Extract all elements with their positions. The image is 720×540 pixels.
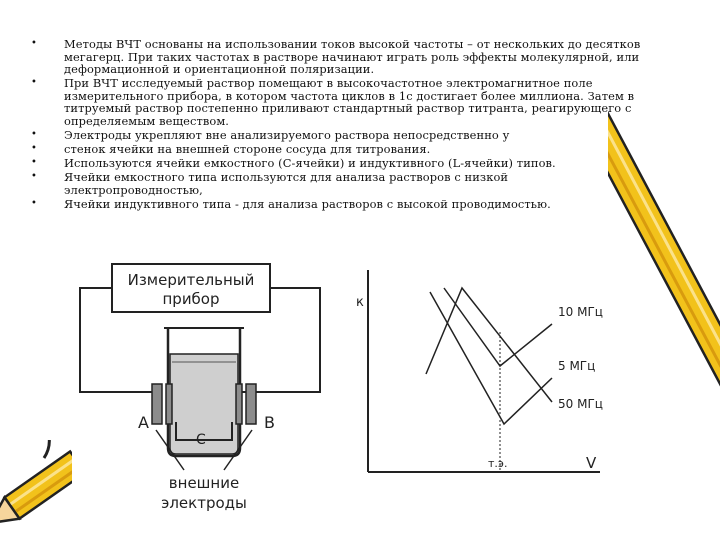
bullet-text: Ячейки индуктивного типа - для анализа растворов с высокой проводимостью. <box>64 197 551 212</box>
electrode-b-inner <box>236 384 242 424</box>
instrument-label-line2: прибор <box>162 290 220 308</box>
bullet-item <box>30 77 642 127</box>
bullet-text: При ВЧТ исследуемый раствор помещают в высокочастотное электромагнитное поле измерительного прибора, в котором частота циклов в 1с достигает более миллиона. Затем в титруемый раствор постепенно приливают стандартный раствор титранта, реагирующего с определяемым веществом. <box>64 76 635 129</box>
bullet-item <box>30 157 642 170</box>
bullet-marker: • <box>31 143 37 155</box>
bullet-item <box>30 38 642 76</box>
curve-5mhz <box>444 288 552 366</box>
curve-10mhz <box>426 288 552 402</box>
bullet-item <box>30 143 642 156</box>
external-electrodes-label-line2: электроды <box>161 494 247 512</box>
curve-label-10mhz: 10 МГц <box>558 305 603 319</box>
bullet-text: Используются ячейки емкостного (С-ячейки) и индуктивного (L-ячейки) типов. <box>64 156 556 171</box>
electrode-a-outer <box>152 384 162 424</box>
electrode-b-label: B <box>264 413 275 432</box>
external-electrodes-label-line1: внешние <box>168 474 240 492</box>
bullet-item <box>30 171 642 196</box>
y-axis-label: к <box>356 295 364 310</box>
curve-label-50mhz: 50 МГц <box>558 397 603 411</box>
electrode-a-label: A <box>138 413 149 432</box>
bullet-text: стенок ячейки на внешней стороне сосуда для титрования. <box>64 142 431 157</box>
titration-cell-diagram <box>72 258 362 518</box>
curve-50mhz <box>430 292 552 424</box>
bullet-marker: • <box>31 129 37 141</box>
cell-c-label: С <box>196 432 206 448</box>
equivalence-point-label: т.э. <box>488 457 508 470</box>
bullet-text: Электроды укрепляют вне анализируемого раствора непосредственно у <box>64 128 510 143</box>
bullet-marker: • <box>31 157 37 169</box>
bullet-marker: • <box>31 198 37 210</box>
bullet-item <box>30 129 642 142</box>
electrode-b-outer <box>246 384 256 424</box>
electrode-a-inner <box>166 384 172 424</box>
bullet-marker: • <box>31 38 37 49</box>
bullet-text: Методы ВЧТ основаны на использовании токов высокой частоты – от нескольких до десятков мегагерц. При таких частотах в растворе начинают играть роль эффекты молекулярной, или деформационной и ориентационной поляризации. <box>64 37 641 77</box>
curve-label-5mhz: 5 МГц <box>558 359 596 373</box>
x-axis-label: V <box>586 454 597 472</box>
bullet-item <box>30 198 642 211</box>
bullet-text: Ячейки емкостного типа используются для анализа растворов с низкой электропроводностью, <box>64 170 509 198</box>
titration-curves-graph <box>352 262 612 486</box>
bullet-marker: • <box>31 171 37 183</box>
pencil-left-decoration <box>0 440 72 540</box>
bullet-list <box>30 38 642 212</box>
instrument-label-line1: Измерительный <box>127 271 255 289</box>
bullet-marker: • <box>31 77 37 89</box>
